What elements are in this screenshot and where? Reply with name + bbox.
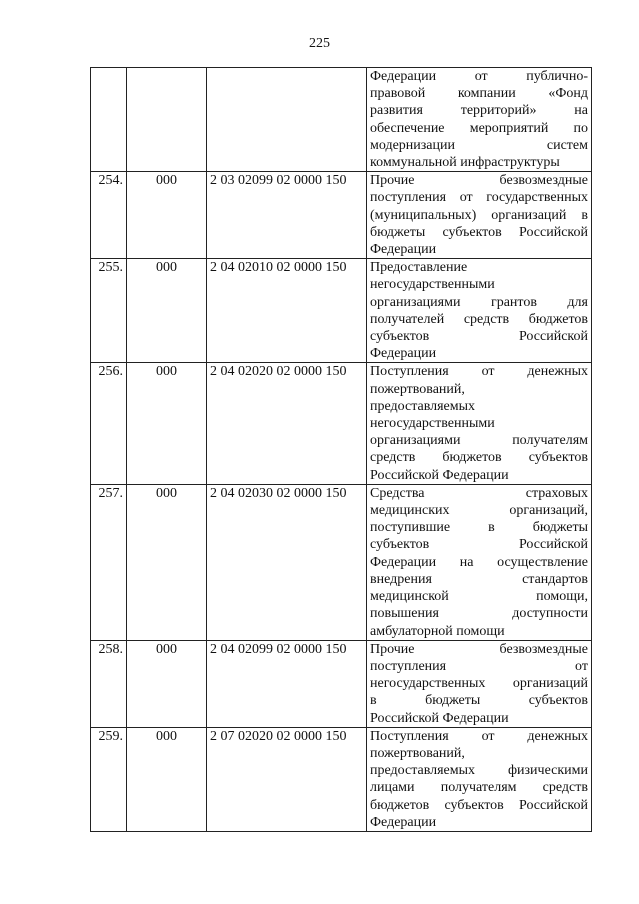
revenue-name-line: (муниципальных) организаций в <box>370 207 588 223</box>
revenue-name-line: Прочие безвозмездные <box>370 641 588 657</box>
revenue-name-line: поступившие в бюджеты <box>370 520 588 536</box>
revenue-name-line: модернизации систем <box>370 137 588 153</box>
revenue-name-line: Федерации от публично- <box>370 69 588 84</box>
table-body <box>91 68 592 832</box>
budget-classification-code-cell: 2 07 02020 02 0000 150 <box>207 727 367 831</box>
page-number: 225 <box>309 36 330 51</box>
admin-code-cell: 000 <box>127 640 207 727</box>
revenue-name-line: Поступления от денежных <box>370 364 588 380</box>
revenue-name-line: бюджеты субъектов Российской <box>370 224 588 240</box>
revenue-name-line: коммунальной инфраструктуры <box>370 155 560 171</box>
revenue-name-line: Федерации <box>370 814 437 830</box>
revenue-name-line: негосударственных организаций <box>370 676 588 692</box>
revenue-name-cell <box>367 363 592 484</box>
revenue-name-line: получателей средств бюджетов <box>370 311 588 327</box>
revenue-name-line: медицинской помощи, <box>370 589 588 605</box>
revenue-name-line: негосударственными <box>370 277 495 293</box>
revenue-name-cell <box>367 259 592 363</box>
revenue-name-line: Российской Федерации <box>370 467 509 483</box>
revenue-name-line: обеспечение мероприятий по <box>370 120 588 136</box>
revenue-name-cell <box>367 640 592 727</box>
revenue-name-line: организациями грантов для <box>370 294 588 310</box>
budget-classification-code-cell <box>207 68 367 172</box>
row-number-cell <box>91 68 127 172</box>
revenue-name-line: развития территорий» на <box>370 103 588 119</box>
revenue-name-cell <box>367 484 592 640</box>
revenue-name-line: внедрения стандартов <box>370 571 588 587</box>
admin-code-cell <box>127 68 207 172</box>
revenue-name-line: Федерации <box>370 242 437 258</box>
revenue-name-line: Российской Федерации <box>370 710 509 726</box>
revenue-name-line: пожертвований, <box>370 745 465 761</box>
revenue-name-line: амбулаторной помощи <box>370 623 505 639</box>
table-row <box>91 727 592 831</box>
revenue-name-line: субъектов Российской <box>370 329 588 345</box>
revenue-name-line: Поступления от денежных <box>370 728 588 744</box>
revenue-name-line: Федерации <box>370 346 437 362</box>
row-number-cell: 256. <box>91 363 127 484</box>
revenue-name-line: поступления от государственных <box>370 190 588 206</box>
table-row <box>91 68 592 172</box>
budget-classification-code-cell: 2 03 02099 02 0000 150 <box>207 172 367 259</box>
table-row <box>91 640 592 727</box>
table-row <box>91 484 592 640</box>
budget-classification-code-cell: 2 04 02099 02 0000 150 <box>207 640 367 727</box>
revenue-name-line: пожертвований, <box>370 381 465 397</box>
revenue-name-line: лицами получателям средств <box>370 780 588 796</box>
revenue-name-line: Предоставление <box>370 260 468 276</box>
revenue-name-line: в бюджеты субъектов <box>370 693 588 709</box>
admin-code-cell: 000 <box>127 484 207 640</box>
revenue-name-cell <box>367 172 592 259</box>
row-number-cell: 257. <box>91 484 127 640</box>
revenue-name-cell <box>367 68 592 172</box>
revenue-name-line: Средства страховых <box>370 485 588 501</box>
budget-classification-code-cell: 2 04 02020 02 0000 150 <box>207 363 367 484</box>
revenue-name-line: Прочие безвозмездные <box>370 173 588 189</box>
table-row <box>91 363 592 484</box>
admin-code-cell: 000 <box>127 259 207 363</box>
revenue-name-line: медицинских организаций, <box>370 503 588 519</box>
revenue-name-line: предоставляемых физическими <box>370 763 588 779</box>
revenue-name-line: повышения доступности <box>370 606 588 622</box>
revenue-name-line: правовой компании «Фонд <box>370 86 588 102</box>
revenue-name-line: предоставляемых <box>370 398 476 414</box>
admin-code-cell: 000 <box>127 727 207 831</box>
row-number-cell: 258. <box>91 640 127 727</box>
table-row <box>91 172 592 259</box>
budget-classification-code-cell: 2 04 02030 02 0000 150 <box>207 484 367 640</box>
revenue-name-line: негосударственными <box>370 416 495 432</box>
table-row <box>91 259 592 363</box>
revenue-name-line: организациями получателям <box>370 433 588 449</box>
revenue-name-line: субъектов Российской <box>370 537 588 553</box>
revenue-name-line: средств бюджетов субъектов <box>370 450 588 466</box>
revenue-name-cell <box>367 727 592 831</box>
revenue-name-line: поступления от <box>370 658 588 674</box>
revenue-codes-table <box>90 67 592 832</box>
row-number-cell: 255. <box>91 259 127 363</box>
revenue-name-line: Федерации на осуществление <box>370 554 588 570</box>
admin-code-cell: 000 <box>127 363 207 484</box>
row-number-cell: 259. <box>91 727 127 831</box>
budget-classification-code-cell: 2 04 02010 02 0000 150 <box>207 259 367 363</box>
admin-code-cell: 000 <box>127 172 207 259</box>
row-number-cell: 254. <box>91 172 127 259</box>
revenue-name-line: бюджетов субъектов Российской <box>370 797 588 813</box>
